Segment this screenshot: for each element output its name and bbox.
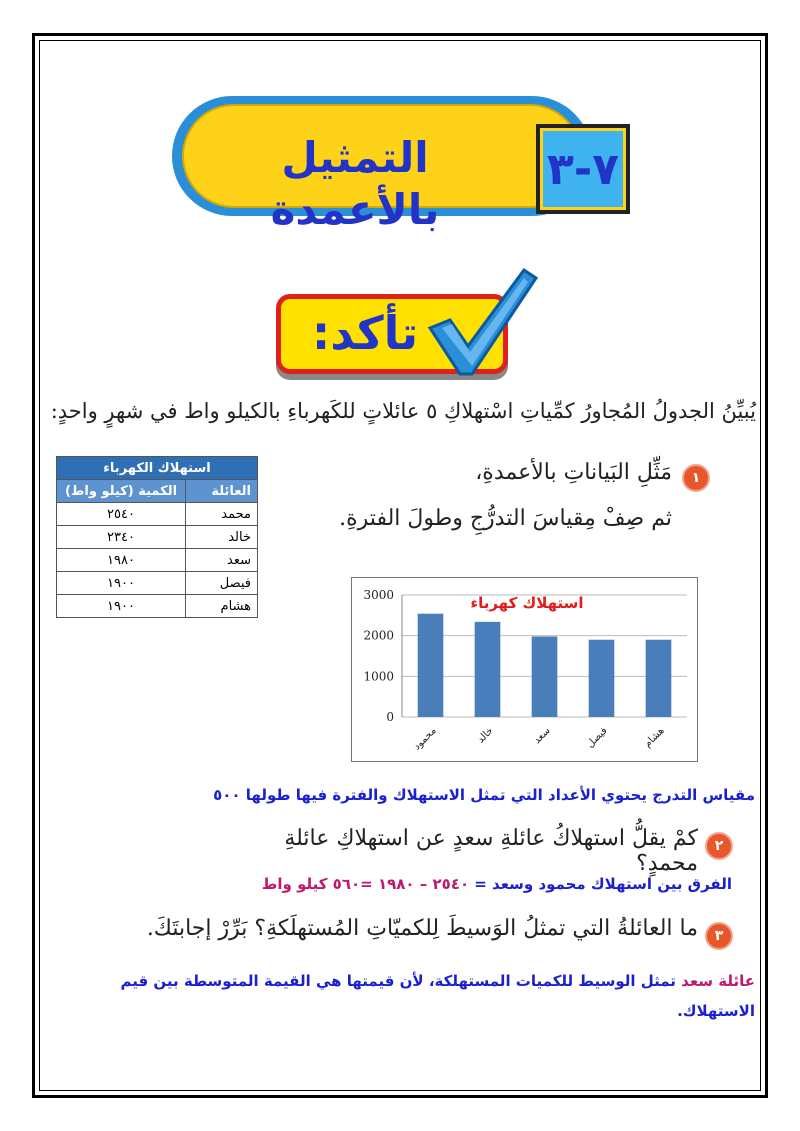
question-1-answer: مقياس التدرج يحتوي الأعداد التي تمثل الاستهلاك والفترة فيها طولها ٥٠٠ — [213, 786, 755, 804]
chart-bar — [589, 640, 615, 717]
question-number-1: ١ — [682, 464, 710, 492]
question-2-text: كمْ يقلُّ استهلاكُ عائلةِ سعدٍ عن استهلاكِ عائلةِ محمدٍ؟ — [284, 826, 698, 876]
table-cell-name: هشام — [186, 595, 258, 618]
question-3-text: ما العائلةُ التي تمثلُ الوَسيطَ لِلكميّاتِ المُستهلَكةِ؟ بَرِّرْ إجابتَكَ. — [146, 916, 698, 941]
question-2-answer-label: الفرق بين استهلاك محمود وسعد = — [474, 875, 732, 893]
question-3-answer — [100, 966, 755, 1026]
table-row — [57, 526, 258, 549]
y-tick-label: 2000 — [363, 628, 394, 643]
x-tick-label: هشام — [642, 725, 667, 750]
table-title: استهلاك الكهرباء — [57, 457, 258, 480]
x-tick-label: خالد — [475, 725, 496, 746]
question-2-answer — [160, 874, 732, 893]
y-tick-label: 1000 — [363, 669, 394, 684]
question-1-line-2: ثم صِفْ مِقياسَ التدرُّجِ وطولَ الفترةِ. — [339, 506, 672, 531]
chart-bar — [532, 636, 558, 717]
table-cell-value: ١٩٠٠ — [57, 595, 186, 618]
question-2-answer-calc: ٢٥٤٠ – ١٩٨٠ =٥٦٠ كيلو واط — [261, 875, 470, 893]
table-header-amount: الكمية (كيلو واط) — [57, 480, 186, 503]
table-cell-name: فيصل — [186, 572, 258, 595]
intro-text: يُبيِّنُ الجدولُ المُجاورُ كمِّياتِ اسْتهلاكِ ٥ عائلاتٍ للكَهرباءِ بالكيلو واط في شهرٍ واحدٍ: — [50, 399, 756, 423]
page-title: التمثيل بالأعمدة — [270, 133, 440, 234]
x-tick-label: فيصل — [584, 725, 610, 751]
chart-bar — [418, 614, 444, 717]
question-1-line-1: مَثِّلِ البَياناتِ بالأعمدةِ، — [475, 460, 672, 485]
question-number-3: ٣ — [705, 922, 733, 950]
chart-bar — [646, 640, 672, 717]
x-tick-label: محمود — [411, 725, 439, 753]
table-cell-value: ١٩٨٠ — [57, 549, 186, 572]
question-number-2: ٢ — [705, 832, 733, 860]
table-cell-value: ٢٣٤٠ — [57, 526, 186, 549]
table-cell-value: ٢٥٤٠ — [57, 503, 186, 526]
question-3-answer-highlight: عائلة سعد — [681, 972, 755, 990]
table-cell-name: خالد — [186, 526, 258, 549]
question-3-answer-rest: تمثل الوسيط للكميات المستهلكة، لأن قيمتها هي القيمة المتوسطة بين قيم الاستهلاك. — [120, 972, 755, 1020]
table-row — [57, 572, 258, 595]
table-row — [57, 595, 258, 618]
check-title: تأكد: — [311, 306, 419, 360]
table-cell-value: ١٩٠٠ — [57, 572, 186, 595]
y-tick-label: 3000 — [363, 588, 394, 602]
table-row — [57, 503, 258, 526]
y-tick-label: 0 — [386, 710, 394, 724]
table-header-family: العائلة — [186, 480, 258, 503]
chart-title: استهلاك كهرباء — [470, 594, 584, 612]
checkmark-icon — [420, 262, 540, 382]
lesson-number: ٧-٣ — [540, 128, 626, 210]
table-cell-name: سعد — [186, 549, 258, 572]
table-row — [57, 549, 258, 572]
consumption-table — [56, 456, 258, 618]
x-tick-label: سعد — [531, 725, 553, 747]
lesson-number-box — [536, 124, 630, 214]
bar-chart — [351, 577, 698, 762]
chart-bar — [475, 622, 501, 717]
table-cell-name: محمد — [186, 503, 258, 526]
